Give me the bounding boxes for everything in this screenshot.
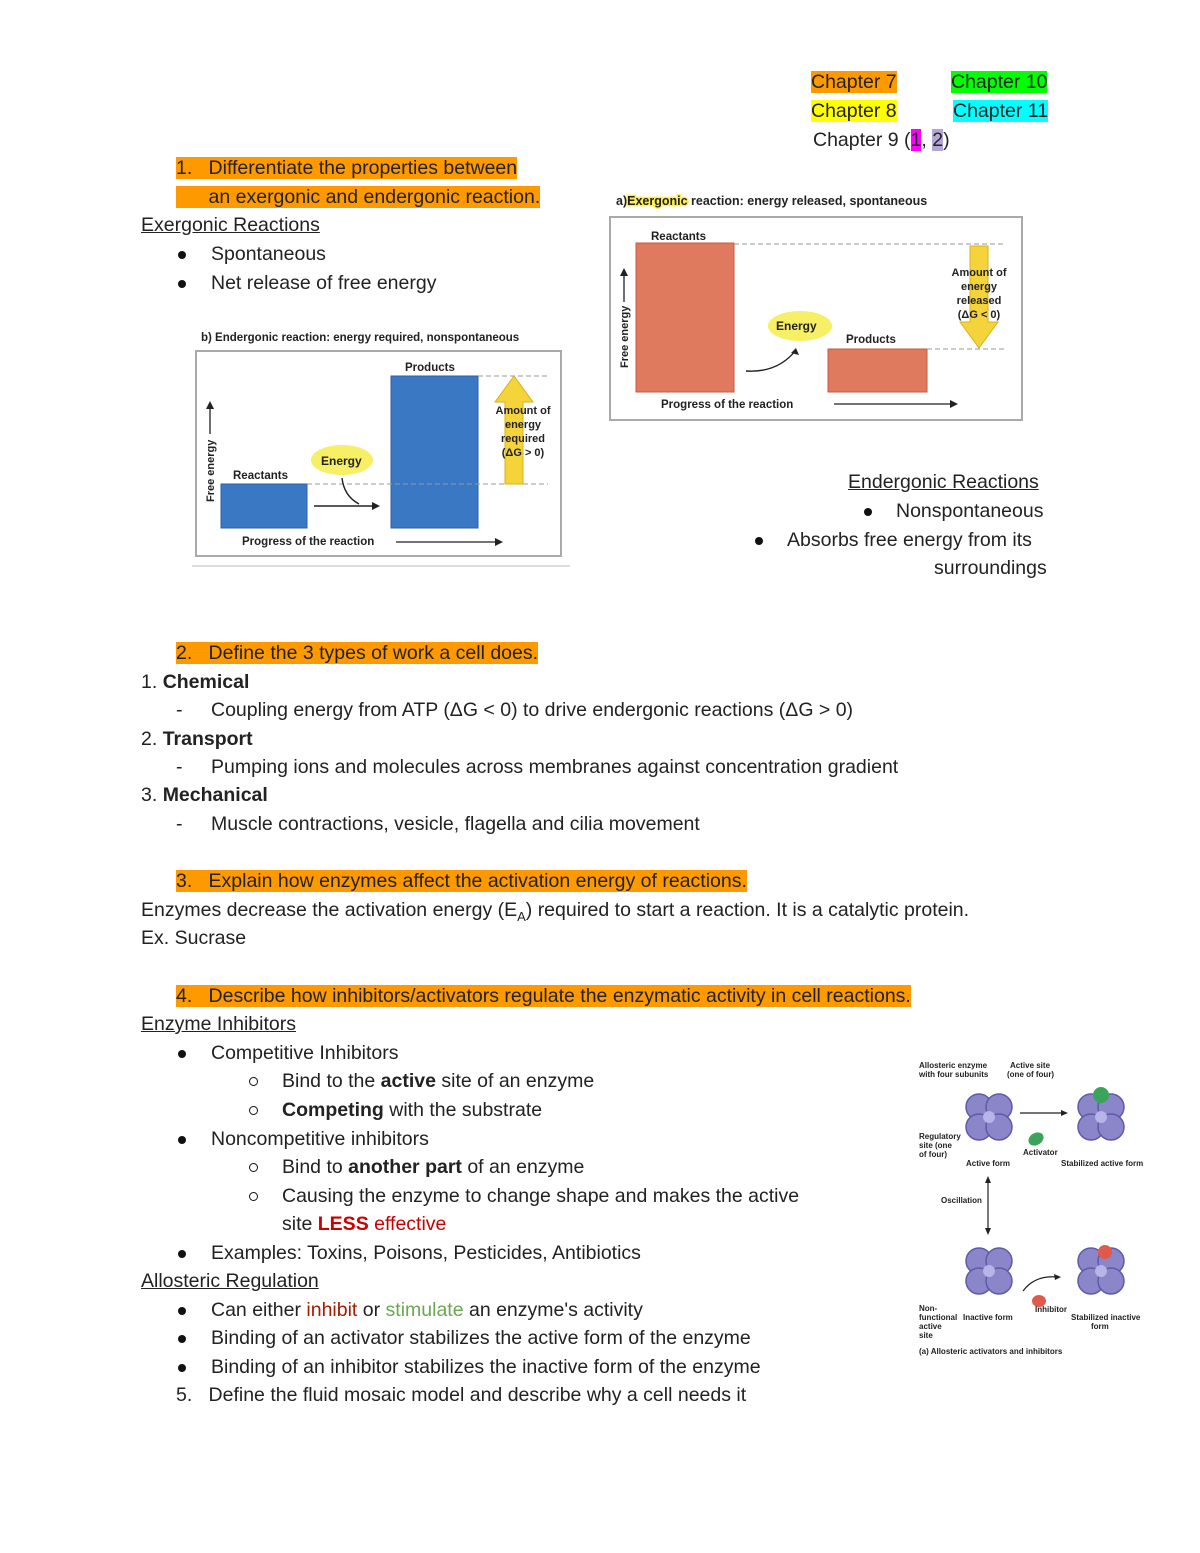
svg-text:Regulatory: Regulatory xyxy=(919,1132,961,1141)
noncompetitive-detail: Causing the enzyme to change shape and makes the active xyxy=(282,1185,800,1207)
circle-bullet-icon xyxy=(249,1077,258,1086)
work-type-detail: Muscle contractions, vesicle, flagella and cilia movement xyxy=(211,813,700,835)
svg-text:of four): of four) xyxy=(919,1150,947,1159)
q1-heading-line2: an exergonic and endergonic reaction. xyxy=(176,186,540,209)
enzyme-inactive-form-icon xyxy=(966,1248,1012,1294)
noncompetitive-inhibitors: Noncompetitive inhibitors xyxy=(211,1128,429,1150)
q3-answer: Enzymes decrease the activation energy $(E_A)$ required to start a reaction. It is a catalytic protein. xyxy=(141,899,970,924)
svg-text:Progress of the reaction: Progress of the reaction xyxy=(661,399,794,411)
svg-text:Stabilized active form: Stabilized active form xyxy=(1061,1159,1144,1168)
bullet-icon xyxy=(178,280,186,288)
dash-marker: - xyxy=(176,756,183,778)
endergonic-item-cont: surroundings xyxy=(934,557,1047,579)
bullet-icon xyxy=(178,1335,186,1343)
svg-text:Active site: Active site xyxy=(1010,1061,1051,1070)
svg-text:b) Endergonic reaction: energy: b) Endergonic reaction: energy required, nonspontaneous xyxy=(201,332,520,344)
competitive-inhibitors: Competitive Inhibitors xyxy=(211,1042,399,1064)
allosteric-item: Can either inhibit or stimulate an enzyme's activity xyxy=(211,1299,643,1321)
work-type-detail: Pumping ions and molecules across membranes against concentration gradient xyxy=(211,756,899,778)
svg-text:Free energy: Free energy xyxy=(619,305,631,368)
chapter-8-tag: Chapter 8 xyxy=(811,100,897,122)
noncompetitive-detail: Bind to another part of an enzyme xyxy=(282,1156,585,1178)
allosteric-diagram xyxy=(915,1055,1155,1360)
q4-heading: 4. Describe how inhibitors/activators regulate the enzymatic activity in cell reactions. xyxy=(176,985,911,1007)
svg-text:form: form xyxy=(1091,1322,1109,1331)
svg-text:(one of four): (one of four) xyxy=(1007,1070,1055,1079)
svg-text:active: active xyxy=(919,1322,942,1331)
svg-text:Amount of: Amount of xyxy=(951,267,1007,279)
svg-text:(ΔG < 0): (ΔG < 0) xyxy=(957,309,1001,321)
exergonic-heading: Exergonic Reactions xyxy=(141,214,320,236)
bullet-icon xyxy=(755,537,763,545)
q3-heading: 3. Explain how enzymes affect the activation energy of reactions. xyxy=(176,870,747,892)
exergonic-item: Spontaneous xyxy=(211,243,326,265)
enzyme-inhibitors-heading: Enzyme Inhibitors xyxy=(141,1013,296,1035)
competitive-detail: Bind to the active site of an enzyme xyxy=(282,1070,595,1092)
svg-text:site (one: site (one xyxy=(919,1141,952,1150)
svg-text:a)Exergonic reaction: energy r: a)Exergonic reaction: energy released, spontaneous xyxy=(616,194,928,208)
work-type-chemical: 1. Chemical xyxy=(141,671,250,693)
inhibitor-examples: Examples: Toxins, Poisons, Pesticides, Antibiotics xyxy=(211,1242,641,1264)
svg-text:Amount of: Amount of xyxy=(495,405,551,417)
svg-text:Non-: Non- xyxy=(919,1304,938,1313)
work-type-detail: Coupling energy from ATP (ΔG < 0) to drive endergonic reactions (ΔG > 0) xyxy=(211,699,854,721)
endergonic-item: Absorbs free energy from its xyxy=(787,529,1032,551)
svg-text:Reactants: Reactants xyxy=(651,231,706,243)
svg-text:Inactive form: Inactive form xyxy=(963,1313,1013,1322)
svg-text:Allosteric enzyme: Allosteric enzyme xyxy=(919,1061,988,1070)
svg-text:Energy: Energy xyxy=(776,319,817,333)
svg-text:Energy: Energy xyxy=(321,454,362,468)
exergonic-products-bar xyxy=(828,349,927,392)
work-type-mechanical: 3. Mechanical xyxy=(141,784,268,806)
svg-text:with four subunits: with four subunits xyxy=(919,1070,989,1079)
circle-bullet-icon xyxy=(249,1192,258,1201)
activator-icon xyxy=(1026,1130,1046,1148)
endergonic-products-bar xyxy=(391,376,478,528)
exergonic-item: Net release of free energy xyxy=(211,272,437,294)
allosteric-heading: Allosteric Regulation xyxy=(141,1270,319,1292)
endergonic-item: Nonspontaneous xyxy=(896,500,1044,522)
svg-text:required: required xyxy=(500,433,546,445)
circle-bullet-icon xyxy=(249,1163,258,1172)
bullet-icon xyxy=(178,1307,186,1315)
svg-text:Free energy: Free energy xyxy=(205,439,217,502)
svg-text:(ΔG > 0): (ΔG > 0) xyxy=(501,447,545,459)
dash-marker: - xyxy=(176,699,183,721)
chapter-11-tag: Chapter 11 xyxy=(953,100,1049,122)
work-type-transport: 2. Transport xyxy=(141,728,253,750)
svg-text:energy: energy xyxy=(504,419,542,431)
svg-text:site: site xyxy=(919,1331,933,1340)
q3-example: Ex. Sucrase xyxy=(141,927,247,949)
enzyme-active-form-icon xyxy=(966,1094,1012,1140)
exergonic-reactants-bar xyxy=(636,243,734,392)
q1-heading: 1. Differentiate the properties between xyxy=(176,157,518,179)
chapter-9-tag: Chapter 9 (1, 2) xyxy=(813,129,950,151)
allosteric-item: Binding of an activator stabilizes the active form of the enzyme xyxy=(211,1327,751,1349)
chapter-7-tag: Chapter 7 xyxy=(811,71,897,93)
svg-text:Activator: Activator xyxy=(1023,1148,1058,1157)
svg-text:Active form: Active form xyxy=(966,1159,1011,1168)
svg-text:Progress of the reaction: Progress of the reaction xyxy=(242,536,375,548)
bound-activator-icon xyxy=(1093,1087,1109,1103)
svg-text:Stabilized inactive: Stabilized inactive xyxy=(1071,1313,1141,1322)
svg-text:Inhibitor: Inhibitor xyxy=(1035,1305,1067,1314)
svg-text:Products: Products xyxy=(846,334,896,346)
svg-text:Oscillation: Oscillation xyxy=(941,1196,982,1205)
chapter-10-tag: Chapter 10 xyxy=(951,71,1048,93)
bullet-icon xyxy=(178,1050,186,1058)
endergonic-reactants-bar xyxy=(221,484,307,528)
q5-heading: 5. Define the fluid mosaic model and describe why a cell needs it xyxy=(176,1384,747,1406)
circle-bullet-icon xyxy=(249,1106,258,1115)
bullet-icon xyxy=(178,1250,186,1258)
bullet-icon xyxy=(178,1364,186,1372)
q2-heading: 2. Define the 3 types of work a cell does. xyxy=(176,642,539,664)
bullet-icon xyxy=(178,1136,186,1144)
svg-text:Products: Products xyxy=(405,362,455,374)
dash-marker: - xyxy=(176,813,183,835)
bound-inhibitor-icon xyxy=(1098,1245,1112,1259)
bullet-icon xyxy=(178,251,186,259)
svg-text:Reactants: Reactants xyxy=(233,470,288,482)
noncompetitive-detail-cont: site LESS effective xyxy=(282,1213,447,1235)
bullet-icon xyxy=(864,508,872,516)
svg-text:(a) Allosteric activators and: (a) Allosteric activators and inhibitors xyxy=(919,1347,1063,1356)
svg-text:released: released xyxy=(956,295,1002,307)
svg-text:functional: functional xyxy=(919,1313,958,1322)
competitive-detail: Competing with the substrate xyxy=(282,1099,543,1121)
svg-text:energy: energy xyxy=(960,281,998,293)
allosteric-item: Binding of an inhibitor stabilizes the inactive form of the enzyme xyxy=(211,1356,761,1378)
exergonic-diagram xyxy=(608,190,1028,425)
endergonic-diagram xyxy=(192,326,572,571)
endergonic-heading: Endergonic Reactions xyxy=(848,471,1039,493)
